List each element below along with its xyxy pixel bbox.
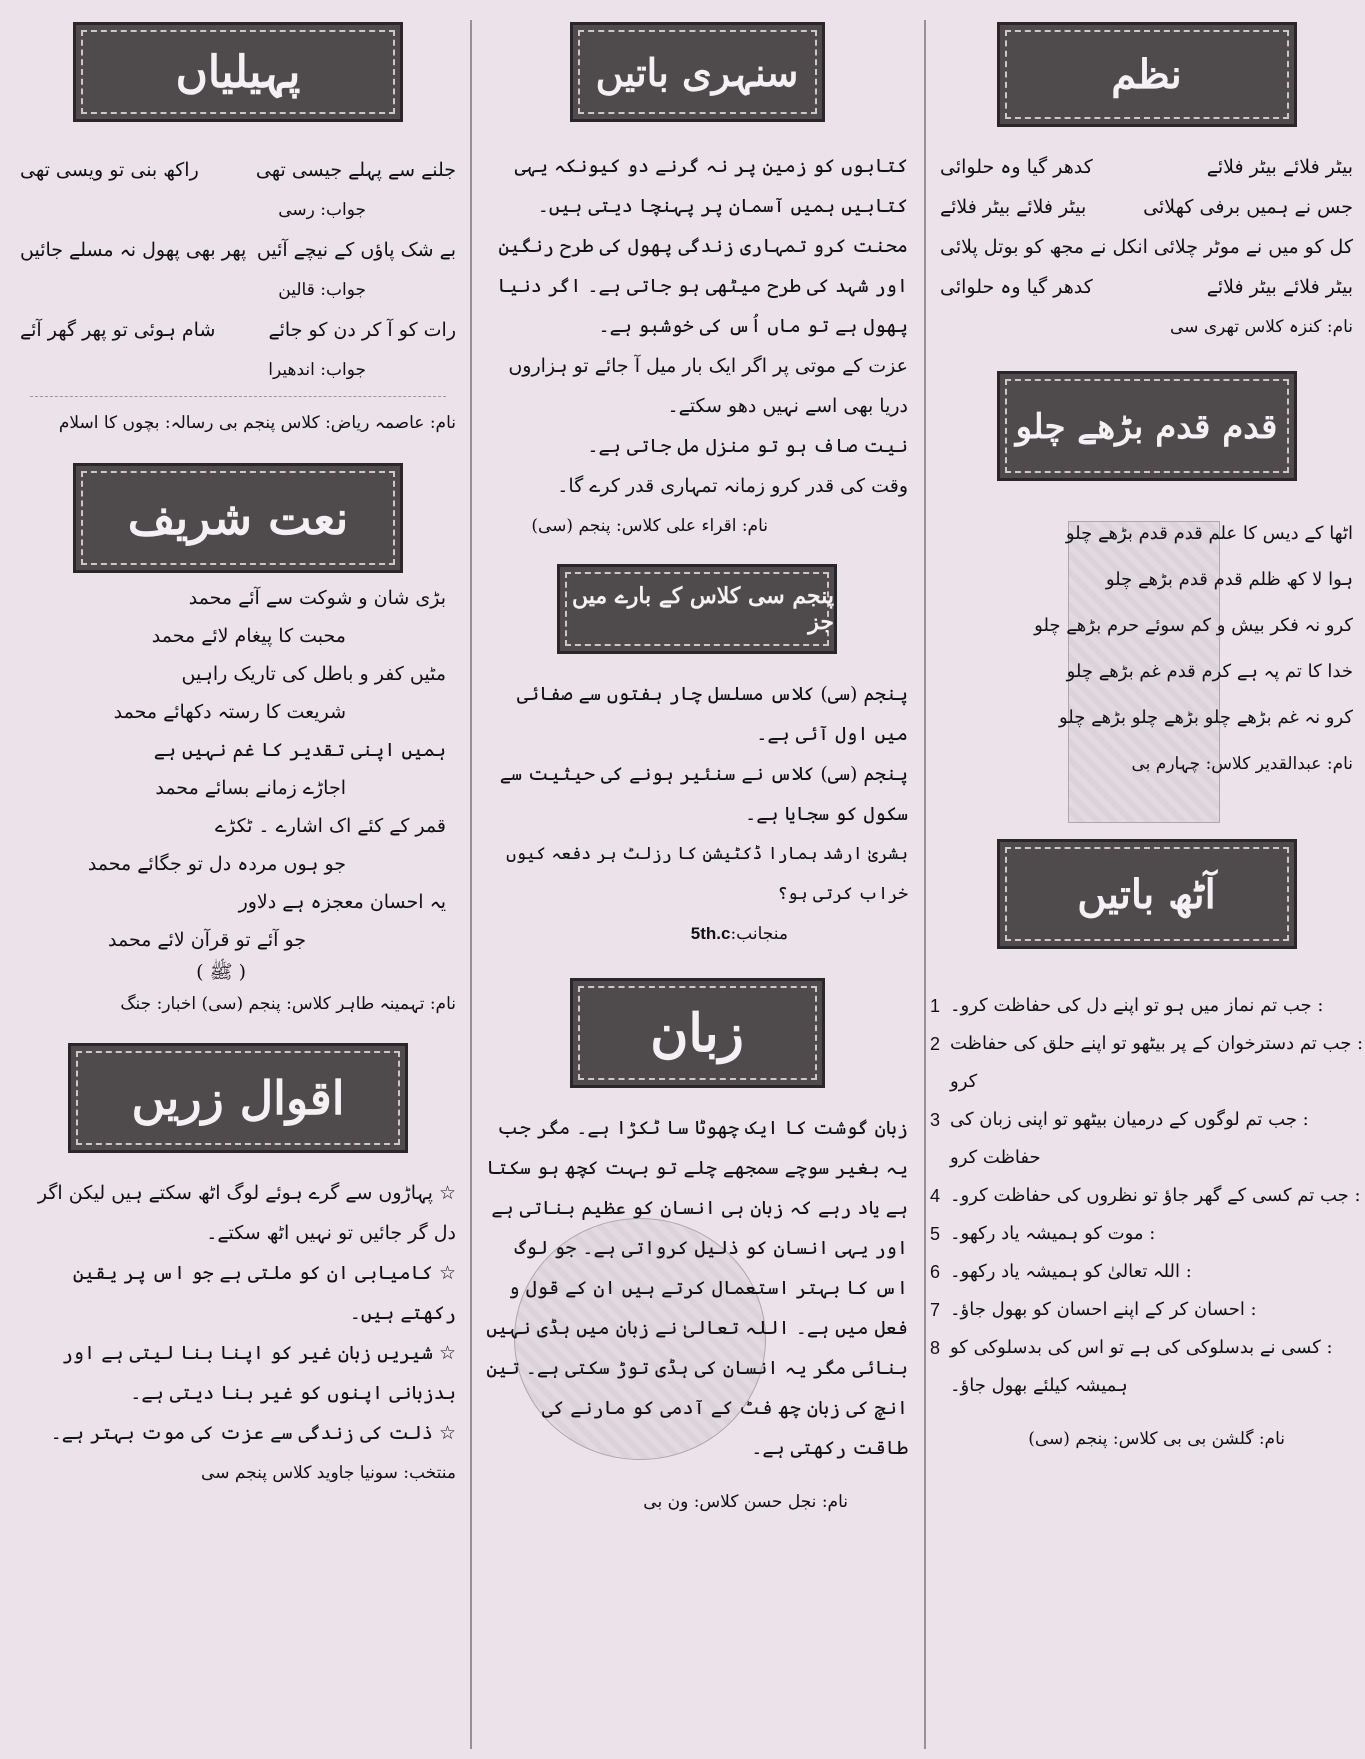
nazm-header xyxy=(997,22,1297,127)
list-item: 1 : جب تم نماز میں ہو تو اپنے دل کی حفاظت کرو۔ xyxy=(930,995,1324,1016)
aqwal-section: ☆ پہاڑوں سے گرے ہوئے لوگ اٹھ سکتے ہیں لیکن اگر دل گر جائیں تو نہیں اٹھ سکتے۔ ☆ کامیابی ان کو ملتی ہے جو اس پر یقین رکھتے ہیں۔ ☆ شیریں زبان غیر کو اپنا بنا لیتی ہے اور بدزبانی اپنوں کو غیر بنا دیتی ہے۔ ☆ ذلت کی زندگی سے عزت کی موت بہتر ہے۔ منتخب: سونیا جاوید کلاس پنجم سی xyxy=(8,1173,468,1493)
golden-section: کتابوں کو زمین پر نہ گرنے دو کیونکہ یہی کتابیں ہمیں آسمان پر پہنچا دیتی ہیں۔ محنت کرو تمہاری زندگی پھول کی طرح رنگین اور شہد کی طرح میٹھی ہو جاتی ہے۔ اگر دنیا پھول ہے تو ماں اُس کی خوشبو ہے۔ عزت کے موتی پر اگر ایک بار میل آ جائے تو ہزاروں دریا بھی اسے نہیں دھو سکتے۔ نیت صاف ہو تو منزل مل جاتی ہے۔ وقت کی قدر کرو زمانہ تمہاری قدر کرے گا۔ نام: اقراء علی کلاس: پنجم (سی) xyxy=(474,146,920,546)
aqwal-title: اقوال زریں xyxy=(131,1071,345,1125)
riddle-1: جلنے سے پہلے جیسی تھی راکھ بنی تو ویسی تھی xyxy=(20,159,456,181)
class-title: پنجم سی کلاس کے بارے میں جز xyxy=(571,583,834,635)
eight-title: آٹھ باتیں xyxy=(1077,870,1216,918)
nazm-title: نظم xyxy=(1111,51,1182,98)
middle-column xyxy=(474,10,920,1750)
qadam-credit: نام: عبدالقدیر کلاس: چہارم بی xyxy=(1131,754,1353,774)
class-header xyxy=(557,564,837,654)
nazm-section: بیٹر فلائے بیٹر فلائے کدھر گیا وہ حلوائی جس نے ہمیں برفی کھلائی بیٹر فلائے بیٹر فلائے کل کو میں نے موٹر چلائی انکل نے مجھ کو بوتل پلائی بیٹر فلائے بیٹر فلائے کدھر گیا وہ حلوائی نام: کنزہ کلاس تھری سی xyxy=(928,147,1365,347)
naat-title: نعت شریف xyxy=(127,491,349,545)
riddle-answer: جواب: رسی xyxy=(278,200,366,220)
list-item: 8 : کسی نے بدسلوکی کی ہے تو اس کی بدسلوکی کو ہمیشہ کیلئے بھول جاؤ۔ xyxy=(930,1337,1333,1396)
left-column xyxy=(8,10,468,1750)
zuban-block xyxy=(474,1108,920,1522)
naat-section: بڑی شان و شوکت سے آئے محمد محبت کا پیغام لائے محمد مٹیں کفر و باطل کی تاریک راہیں شریعت کا رستہ دکھائے محمد ہمیں اپنی تقدیر کا غم نہیں ہے اجاڑے زمانے بسائے محمد قمر کے کئے اک اشارے ۔ ٹکڑے جو ہوں مردہ دل تو جگائے محمد یہ احسان معجزہ ہے دلاور جو آئے تو قرآن لائے محمد ( ﷺ ) نام: تہمینہ طاہر کلاس: پنجم (سی) اخبار: جنگ xyxy=(8,579,468,1023)
nazm-credit: نام: کنزہ کلاس تھری سی xyxy=(1170,317,1353,337)
zuban-header xyxy=(570,978,825,1088)
zuban-section: زبان گوشت کا ایک چھوٹا سا ٹکڑا ہے۔ مگر جب یہ بغیر سوچے سمجھے چلے تو بہت کچھ ہو سکتا ہے یاد رہے کہ زبان ہی انسان کو عظیم بناتی ہے اور یہی انسان کو ذلیل کرواتی ہے۔ جو لوگ اس کا بہتر استعمال کرتے ہیں ان کے قول و فعل میں ہے۔ اللہ تعالیٰ نے زبان میں ہڈی نہیں بنائی مگر یہ انسان کی ہڈی توڑ سکتی ہے۔ تین انچ کی زبان چھ فٹ کے آدمی کو مارنے کی طاقت رکھتی ہے۔ نام: نجل حسن کلاس: ون بی xyxy=(474,1108,920,1522)
aqwal-header xyxy=(68,1043,408,1153)
eight-list xyxy=(928,987,1365,1459)
riddles-section xyxy=(8,150,468,443)
riddle-3: رات کو آ کر دن کو جائے شام ہوئی تو پھر گھر آئے xyxy=(20,319,456,341)
golden-title: سنہری باتیں xyxy=(595,49,799,95)
column-divider xyxy=(924,20,926,1749)
zuban-credit: نام: نجل حسن کلاس: ون بی xyxy=(643,1492,848,1512)
naat-credit: نام: تہمینہ طاہر کلاس: پنجم (سی) اخبار: جنگ xyxy=(120,994,456,1014)
right-column xyxy=(928,10,1365,1750)
list-item: 2 : جب تم دسترخوان کے پر بیٹھو تو اپنے حلق کی حفاظت کرو xyxy=(930,1033,1364,1092)
riddle-2: بے شک پاؤں کے نیچے آئیں پھر بھی پھول نہ مسلے جائیں xyxy=(20,239,456,261)
golden-credit: نام: اقراء علی کلاس: پنجم (سی) xyxy=(531,516,768,536)
qadam-header xyxy=(997,371,1297,481)
list-item: 4 : جب تم کسی کے گھر جاؤ تو نظروں کی حفاظت کرو۔ xyxy=(930,1185,1361,1206)
list-item: 5 : موت کو ہمیشہ یاد رکھو۔ xyxy=(930,1223,1156,1244)
riddles-header xyxy=(73,22,403,122)
divider xyxy=(30,396,446,397)
aqwal-credit: منتخب: سونیا جاوید کلاس پنجم سی xyxy=(201,1463,456,1483)
list-item: 3 : جب تم لوگوں کے درمیان بیٹھو تو اپنی زبان کی حفاظت کرو xyxy=(930,1109,1309,1168)
riddles-credit: نام: عاصمہ ریاض: کلاس پنجم بی رسالہ: بچوں کا اسلام xyxy=(58,413,456,433)
class-credit: منجانب:5th.c xyxy=(690,924,788,944)
qadam-block xyxy=(928,511,1365,787)
zuban-title: زبان xyxy=(650,1002,744,1064)
list-item: 7 : احسان کر کے اپنے احسان کو بھول جاؤ۔ xyxy=(930,1299,1257,1320)
golden-header xyxy=(570,22,825,122)
riddle-answer: جواب: قالین xyxy=(278,280,366,300)
riddles-title: پہیلیاں xyxy=(175,46,301,98)
list-item: 6 : اللہ تعالیٰ کو ہمیشہ یاد رکھو۔ xyxy=(930,1261,1192,1282)
qadam-title: قدم قدم بڑھے چلو xyxy=(1015,406,1278,447)
column-divider xyxy=(470,20,472,1749)
riddle-answer: جواب: اندھیرا xyxy=(268,360,366,380)
class-section: پنجم (سی) کلاس مسلسل چار ہفتوں سے صفائی میں اول آئی ہے۔ پنجم (سی) کلاس نے سنئیر ہونے کی حیثیت سے سکول کو سجایا ہے۔ بشریٰ ارشد ہمارا ڈکٹیشن کا رزلٹ ہر دفعہ کیوں خراب کرتی ہو؟ منجانب:5th.c xyxy=(474,674,920,954)
eight-header xyxy=(997,839,1297,949)
qadam-section: اٹھا کے دیس کا علم قدم قدم بڑھے چلو ہوا لا کھ ظلم قدم قدم بڑھے چلو کرو نہ فکر بیش و کم سوئے حرم بڑھے چلو خدا کا تم پہ ہے کرم قدم غم بڑھے چلو کرو نہ غم بڑھے چلو بڑھے چلو بڑھے چلو نام: عبدالقدیر کلاس: چہارم بی xyxy=(928,511,1365,787)
naat-header xyxy=(73,463,403,573)
eight-credit: نام: گلشن بی بی کلاس: پنجم (سی) xyxy=(1028,1429,1285,1449)
